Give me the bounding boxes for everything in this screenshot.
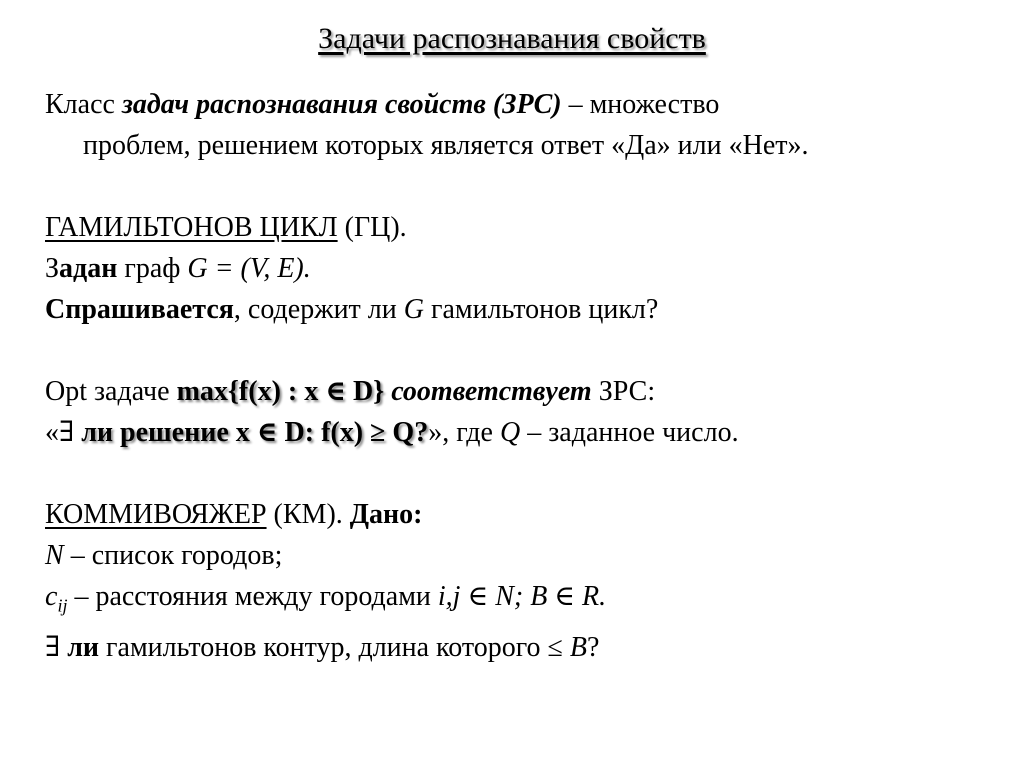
slide-content [45, 84, 995, 668]
hamiltonian-name: ГАМИЛЬТОНОВ ЦИКЛ [45, 212, 338, 243]
opt-suffix: ЗРС: [591, 376, 656, 407]
definition-line-2: проблем, решением которых является ответ «Да» или «Нет». [83, 130, 809, 161]
q-var: Q [499, 417, 521, 448]
opt-line-1 [45, 371, 995, 412]
ask-label: Спрашивается [45, 294, 234, 325]
exists-symbol: ∃ [45, 631, 68, 663]
definition-term: задач распознавания свойств (ЗРС) [121, 89, 562, 120]
given-label-rest: адан [59, 253, 118, 284]
opt-prefix: Opt задаче [45, 376, 177, 407]
definition-line-1 [45, 84, 995, 125]
tsp-question [45, 627, 995, 668]
b-var: B [569, 631, 588, 663]
c-subscript: ij [57, 595, 68, 616]
question-end: ? [587, 631, 600, 663]
ask-var: G [403, 294, 424, 325]
slide-title-text: Задачи распознавания свойств [318, 22, 706, 55]
definition-rest: – множество [561, 89, 720, 120]
hamiltonian-given [45, 248, 995, 289]
tsp-distances [45, 576, 995, 627]
spacer [45, 453, 995, 494]
decision-question: ли решение x ∈ D: f(x) ≥ Q? [81, 417, 429, 448]
max-expression: max{f(x) : x ∈ D} [176, 376, 385, 407]
given-label-first: З [45, 253, 60, 284]
tsp-cities [45, 535, 995, 576]
tsp-heading [45, 494, 995, 535]
graph-expression: G = (V, E). [187, 253, 311, 284]
tsp-abbr: (КМ). [266, 499, 350, 530]
ask-text-b: гамильтонов цикл? [423, 294, 659, 325]
tsp-given: Дано: [349, 499, 423, 530]
ask-text-a: , содержит ли [233, 294, 404, 325]
spacer [45, 330, 995, 371]
slide-title [0, 22, 1024, 56]
question-tail: – заданное число. [520, 417, 739, 448]
hamiltonian-heading [45, 207, 995, 248]
spacer [45, 166, 995, 207]
question-close: », где [428, 417, 500, 448]
c-var: c [45, 581, 58, 612]
n-text: – список городов; [63, 540, 283, 571]
opt-line-2 [45, 412, 995, 453]
n-var: N [45, 540, 64, 571]
corresponds-text: соответствует [384, 376, 592, 407]
question-open: «∃ [45, 417, 82, 448]
definition-prefix: Класс [45, 89, 122, 120]
hamiltonian-abbr: (ГЦ). [337, 212, 407, 243]
hamiltonian-question [45, 289, 995, 330]
tsp-question-text: гамильтонов контур, длина которого [99, 631, 548, 663]
given-text: граф [117, 253, 188, 284]
c-expression: i,j ∈ N; B ∈ R. [437, 581, 607, 612]
tsp-name: КОММИВОЯЖЕР [45, 499, 267, 530]
li-word: ли [67, 631, 100, 663]
c-text: – расстояния между городами [67, 581, 438, 612]
le-symbol: ≤ [547, 631, 570, 663]
